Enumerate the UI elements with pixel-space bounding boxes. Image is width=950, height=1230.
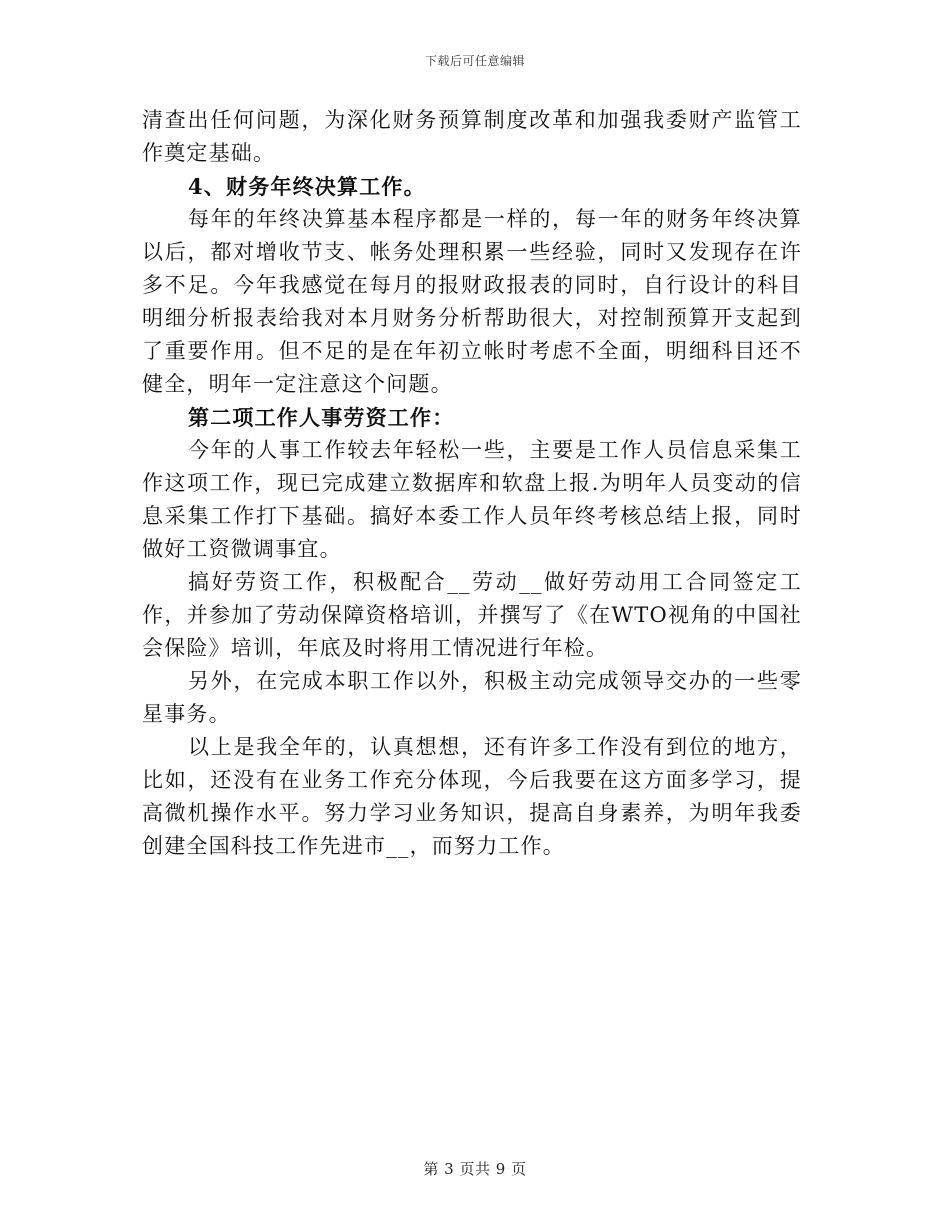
paragraph-summary: 以上是我全年的，认真想想，还有许多工作没有到位的地方，比如，还没有在业务工作充分体现，今后我要在这方面多学习，提高微机操作水平。努力学习业务知识，提高自身素养，为明年我委创建全国科技工作先进市__，而努力工作。 xyxy=(142,735,802,858)
document-body xyxy=(142,104,802,863)
page-footer: 第 3 页共 9 页 xyxy=(423,1160,527,1178)
paragraph-labor-work: 搞好劳资工作，积极配合__劳动__做好劳动用工合同签定工作，并参加了劳动保障资格培训，并撰写了《在WTO视角的中国社会保险》培训，年底及时将用工情况进行年检。 xyxy=(142,570,802,660)
paragraph-personnel-work: 今年的人事工作较去年轻松一些，主要是工作人员信息采集工作这项工作，现已完成建立数据库和软盘上报.为明年人员变动的信息采集工作打下基础。搞好本委工作人员年终考核总结上报，同时做好工资微调事宜。 xyxy=(142,438,802,561)
page-header: 下载后可任意编辑 xyxy=(424,54,525,68)
paragraph-other-duties: 另外，在完成本职工作以外，积极主动完成领导交办的一些零星事务。 xyxy=(142,669,802,726)
paragraph-year-end-settlement: 每年的年终决算基本程序都是一样的，每一年的财务年终决算以后，都对增收节支、帐务处理积累一些经验，同时又发现存在许多不足。今年我感觉在每月的报财政报表的同时，自行设计的科目明细分析报表给我对本月财务分析帮助很大，对控制预算开支起到了重要作用。但不足的是在年初立帐时考虑不全面，明细科目还不健全，明年一定注意这个问题。 xyxy=(142,207,802,396)
section-heading-personnel-work: 第二项工作人事劳资工作： xyxy=(188,405,455,430)
section-heading-year-end-settlement: 4、财务年终决算工作。 xyxy=(188,174,426,199)
paragraph-continuation: 清查出任何问题，为深化财务预算制度改革和加强我委财产监管工作奠定基础。 xyxy=(142,108,802,165)
